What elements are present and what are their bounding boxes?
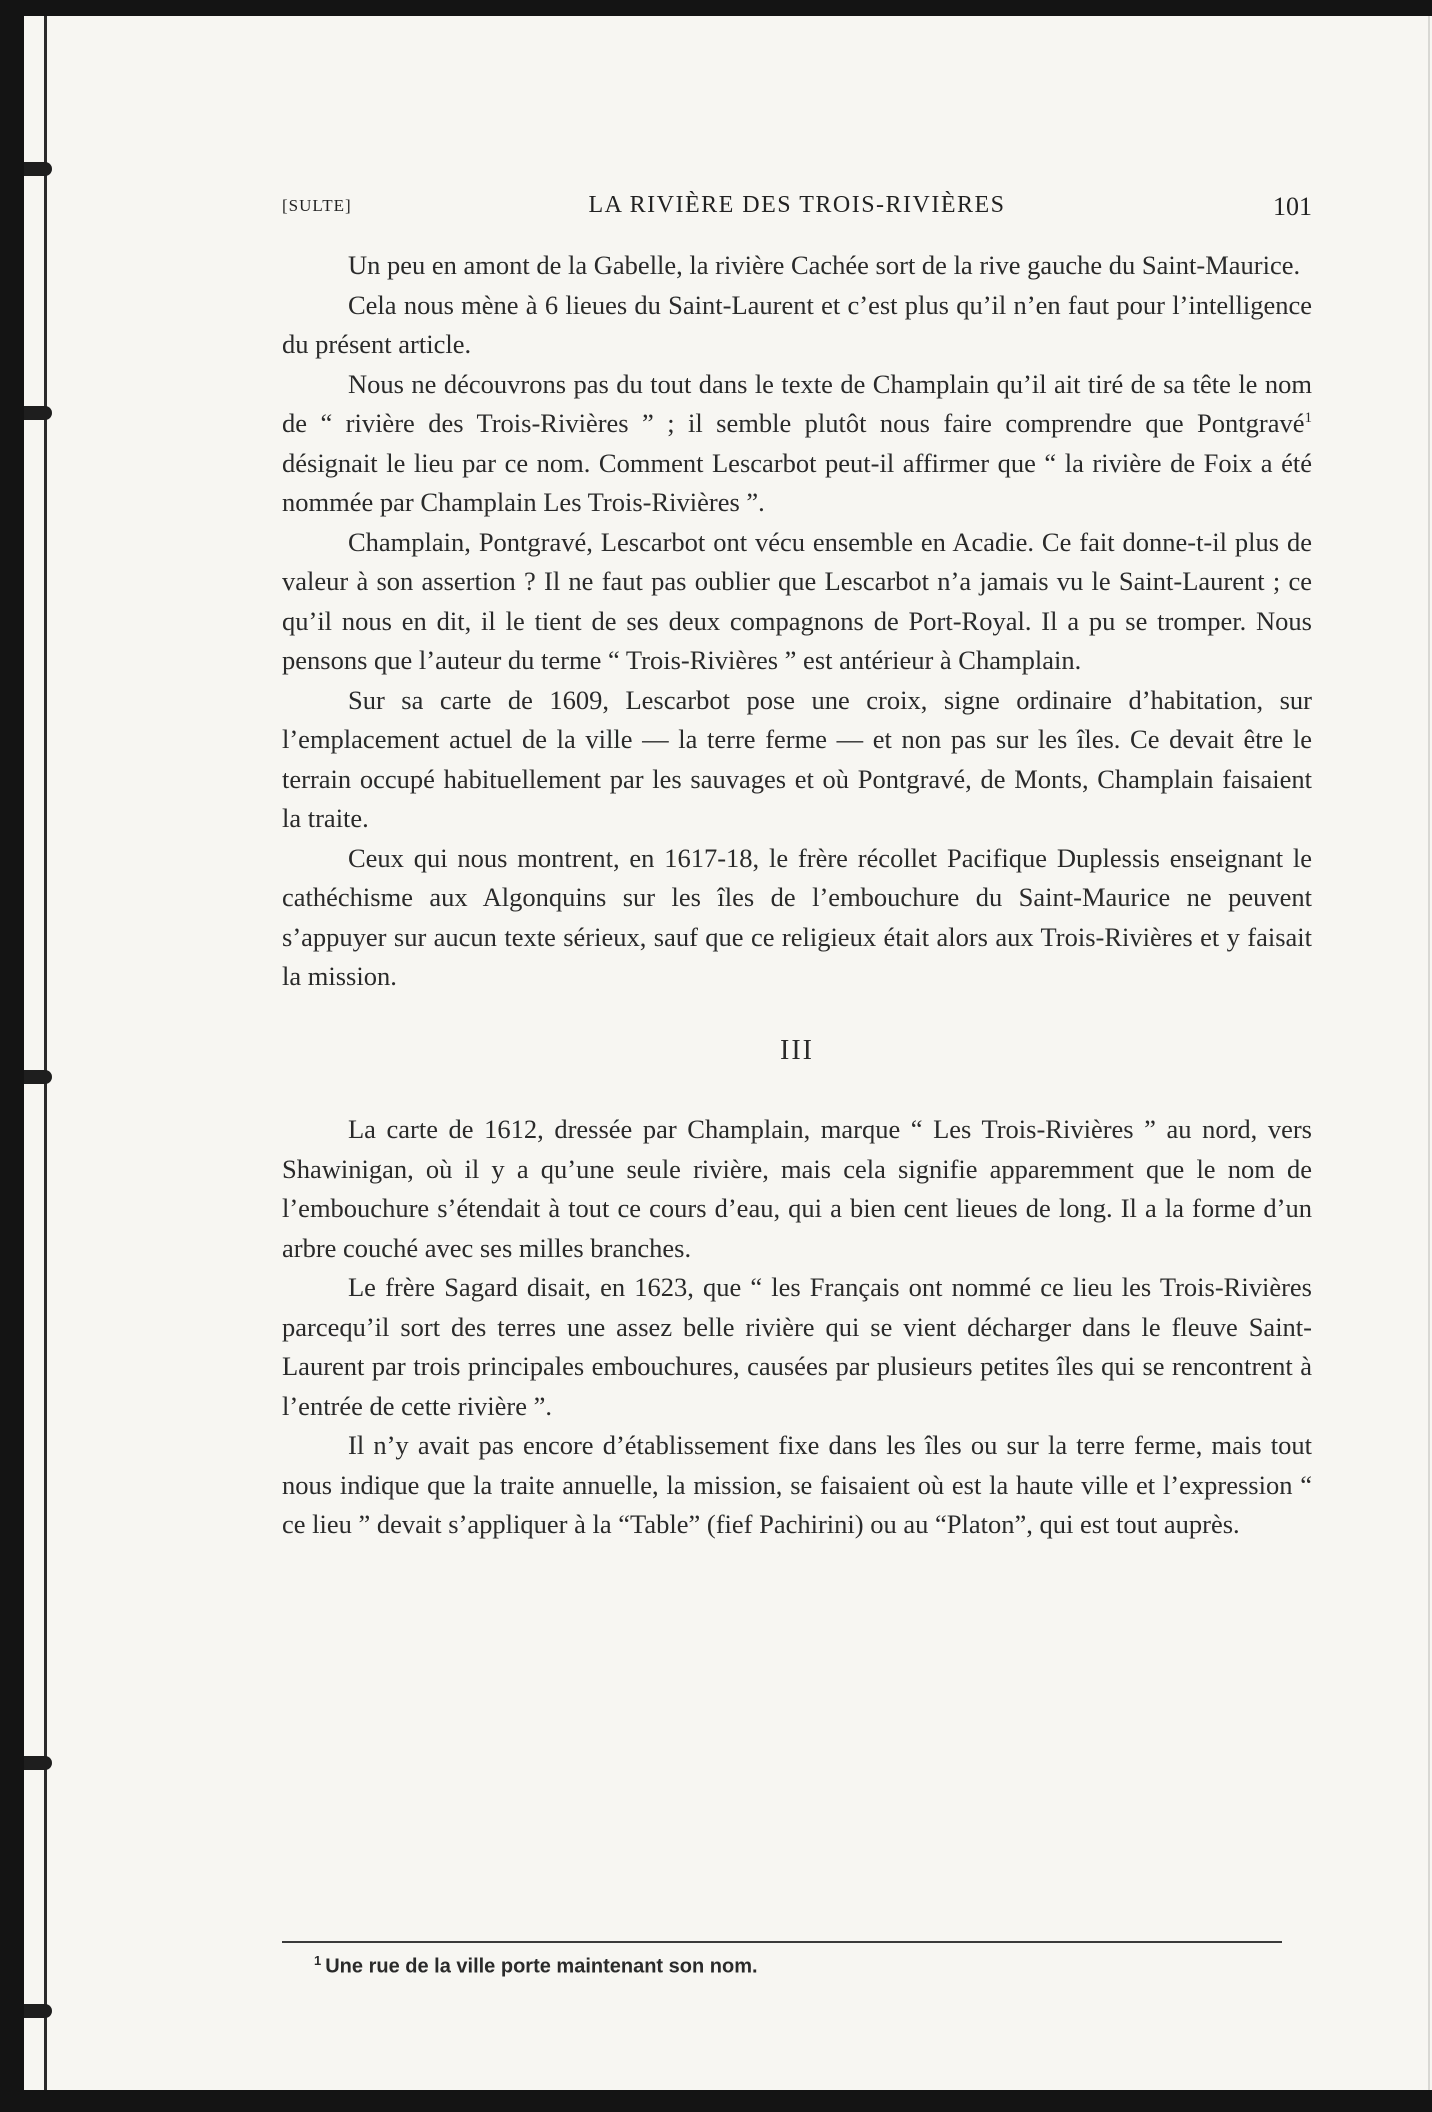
binding-line	[44, 16, 47, 2090]
binding-stitch	[24, 2004, 52, 2018]
footnote-text: Une rue de la ville porte maintenant son nom.	[325, 1955, 758, 1978]
paragraph: Il n’y avait pas encore d’établissement fixe dans les îles ou sur la terre ferme, mais tout nous indique que la traite annuelle, la mission, se faisaient où est la haute ville et l’expression “ ce lieu ” devait s’appliquer à la “Table” (fief Pachirini) ou au “Platon”, qui est tout auprès.	[282, 1430, 1312, 1539]
paragraph: Cela nous mène à 6 lieues du Saint-Laurent et c’est plus qu’il n’en faut pour l’intelligence du présent article.	[282, 289, 1312, 359]
page-number: 101	[1273, 192, 1312, 221]
footnote-marker: 1	[314, 1953, 322, 1968]
paragraph	[282, 365, 1312, 523]
running-head-author: [SULTE]	[282, 196, 352, 215]
footnote-rule	[282, 1941, 1282, 1943]
binding-stitch	[24, 162, 52, 176]
binding-stitch	[24, 406, 52, 420]
paragraph-text: Nous ne découvrons pas du tout dans le texte de Champlain qu’il ait tiré de sa tête le nom de “ rivière des Trois-Rivières ” ; il semble plutôt nous faire comprendre que Pontgravé	[282, 368, 1312, 438]
paragraph: Sur sa carte de 1609, Lescarbot pose une croix, signe ordinaire d’habitation, sur l’emplacement actuel de la ville — la terre ferme — et non pas sur les îles. Ce devait être le terrain occupé habituellement par les sauvages et où Pontgravé, de Monts, Champlain faisaient la traite.	[282, 684, 1312, 833]
page-edge	[1428, 16, 1430, 2090]
scanned-page	[24, 16, 1432, 2090]
paragraph: La carte de 1612, dressée par Champlain, marque “ Les Trois-Rivières ” au nord, vers Shawinigan, où il y a qu’une seule rivière, mais cela signifie apparemment que le nom de l’embouchure s’étendait à tout ce cours d’eau, qui a bien cent lieues de long. Il a la forme d’un arbre couché avec ses milles branches.	[282, 1114, 1312, 1263]
section-heading: III	[780, 1034, 814, 1066]
binding-stitch	[24, 1756, 52, 1770]
paragraph-text: désignait le lieu par ce nom. Comment Lescarbot peut-il affirmer que “ la rivière de Foix a été nommée par Champlain Les Trois-Rivières ”.	[282, 447, 1312, 517]
paragraph: Ceux qui nous montrent, en 1617-18, le frère récollet Pacifique Duplessis enseignant le cathéchisme aux Algonquins sur les îles de l’embouchure du Saint-Maurice ne peuvent s’appuyer sur aucun texte sérieux, sauf que ce religieux était alors aux Trois-Rivières et y faisait la mission.	[282, 842, 1312, 991]
paragraph: Champlain, Pontgravé, Lescarbot ont vécu ensemble en Acadie. Ce fait donne-t-il plus de valeur à son assertion ? Il ne faut pas oublier que Lescarbot n’a jamais vu le Saint-Laurent ; ce qu’il nous en dit, il le tient de ses deux compagnons de Port-Royal. Il a pu se tromper. Nous pensons que l’auteur du terme “ Trois-Rivières ” est antérieur à Champlain.	[282, 526, 1312, 675]
binding-stitch	[24, 1070, 52, 1084]
paragraph: Le frère Sagard disait, en 1623, que “ les Français ont nommé ce lieu les Trois-Rivières parcequ’il sort des terres une assez belle rivière qui se vient décharger dans le fleuve Saint-Laurent par trois principales embouchures, causées par plusieurs petites îles qui se rencontrent à l’entrée de cette rivière ”.	[282, 1272, 1312, 1421]
running-head	[282, 186, 1312, 230]
footnote	[314, 1953, 758, 1979]
paragraph: Un peu en amont de la Gabelle, la rivière Cachée sort de la rive gauche du Saint-Maurice.	[348, 250, 1301, 280]
body-text	[282, 246, 1312, 1545]
footnote-reference: 1	[1304, 410, 1312, 427]
running-head-title: LA RIVIÈRE DES TROIS-RIVIÈRES	[588, 192, 1006, 218]
